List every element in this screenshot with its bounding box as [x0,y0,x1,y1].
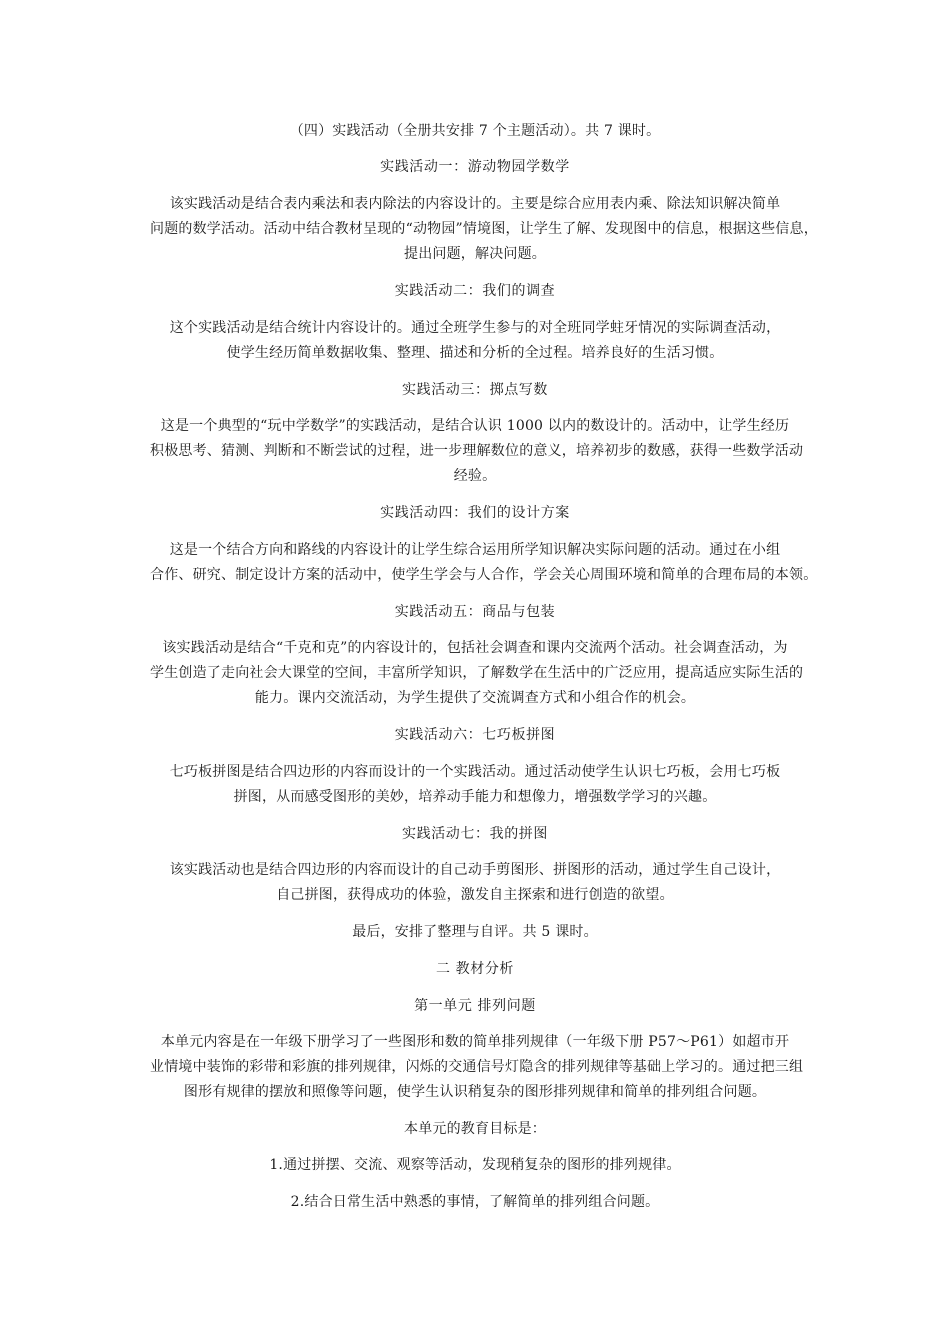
section-title-textbook-analysis: 二 教材分析 [435,961,515,977]
activity-5-text-line-3: 能力。课内交流活动，为学生提供了交流调查方式和小组合作的机会。 [254,690,696,706]
activity-4-heading: 实践活动四：我们的设计方案 [380,505,570,521]
unit-1-goal-2: 2.结合日常生活中熟悉的事情，了解简单的排列组合问题。 [290,1194,660,1210]
unit-1-text-line-3: 图形有规律的摆放和照像等问题，使学生认识稍复杂的图形排列规律和简单的排列组合问题。 [183,1084,767,1100]
activity-2-text-line-1: 这个实践活动是结合统计内容设计的。通过全班学生参与的对全班同学蛀牙情况的实际调查活动， [169,320,781,336]
activity-7-text-line-2: 自己拼图，获得成功的体验，激发自主探索和进行创造的欲望。 [276,887,674,903]
unit-1-text-line-1: 本单元内容是在一年级下册学习了一些图形和数的简单排列规律（一年级下册 P57～P61）如超市开 [160,1034,790,1050]
activity-2-text-line-2: 使学生经历简单数据收集、整理、描述和分析的全过程。培养良好的生活习惯。 [226,345,724,361]
activity-2-heading: 实践活动二：我们的调查 [394,283,556,299]
activity-1-text-line-2: 问题的数学活动。活动中结合教材呈现的“动物园”情境图，让学生了解、发现图中的信息，根据这些信息， [150,221,818,237]
unit-1-text-line-2: 业情境中装饰的彩带和彩旗的排列规律，闪烁的交通信号灯隐含的排列规律等基础上学习的。通过把三组 [150,1059,804,1075]
activity-5-text-line-1: 该实践活动是结合“千克和克”的内容设计的，包括社会调查和课内交流两个活动。社会调查活动，为 [162,640,788,656]
activity-3-text-line-3: 经验。 [453,468,497,484]
unit-1-goal-1: 1.通过拼摆、交流、观察等活动，发现稍复杂的图形的排列规律。 [269,1157,681,1173]
activity-6-text-line-1: 七巧板拼图是结合四边形的内容而设计的一个实践活动。通过活动使学生认识七巧板，会用七巧板 [169,764,781,780]
activity-6-text-line-2: 拼图，从而感受图形的美妙，培养动手能力和想像力，增强数学学习的兴趣。 [233,789,717,805]
unit-1-goals-heading: 本单元的教育目标是： [404,1121,546,1137]
activity-3-text-line-1: 这是一个典型的“玩中学数学”的实践活动，是结合认识 1000 以内的数设计的。活动中，让学生经历 [160,418,790,434]
unit-1-heading: 第一单元 排列问题 [414,998,536,1014]
activity-4-text-line-2: 合作、研究、制定设计方案的活动中，使学生学会与人合作，学会关心周围环境和简单的合理布局的本领。 [150,567,818,583]
activity-4-text-line-1: 这是一个结合方向和路线的内容设计的让学生综合运用所学知识解决实际问题的活动。通过在小组 [169,542,781,558]
activity-7-text-line-1: 该实践活动也是结合四边形的内容而设计的自己动手剪图形、拼图形的活动，通过学生自己设计， [169,862,781,878]
section-title-practice-activities: （四）实践活动（全册共安排 7 个主题活动）。共 7 课时。 [289,123,661,139]
activity-5-heading: 实践活动五：商品与包装 [394,604,556,620]
activity-7-heading: 实践活动七：我的拼图 [402,826,548,842]
activity-1-heading: 实践活动一：游动物园学数学 [380,159,570,175]
activity-1-text-line-3: 提出问题，解决问题。 [404,246,546,262]
activity-1-text-line-1: 该实践活动是结合表内乘法和表内除法的内容设计的。主要是综合应用表内乘、除法知识解决简单 [169,196,781,212]
summary-line: 最后，安排了整理与自评。共 5 课时。 [352,924,598,940]
activity-3-text-line-2: 积极思考、猜测、判断和不断尝试的过程，进一步理解数位的意义，培养初步的数感，获得一些数学活动 [150,443,804,459]
activity-6-heading: 实践活动六：七巧板拼图 [394,727,556,743]
activity-3-heading: 实践活动三：掷点写数 [402,382,548,398]
activity-5-text-line-2: 学生创造了走向社会大课堂的空间，丰富所学知识，了解数学在生活中的广泛应用，提高适应实际生活的 [150,665,804,681]
